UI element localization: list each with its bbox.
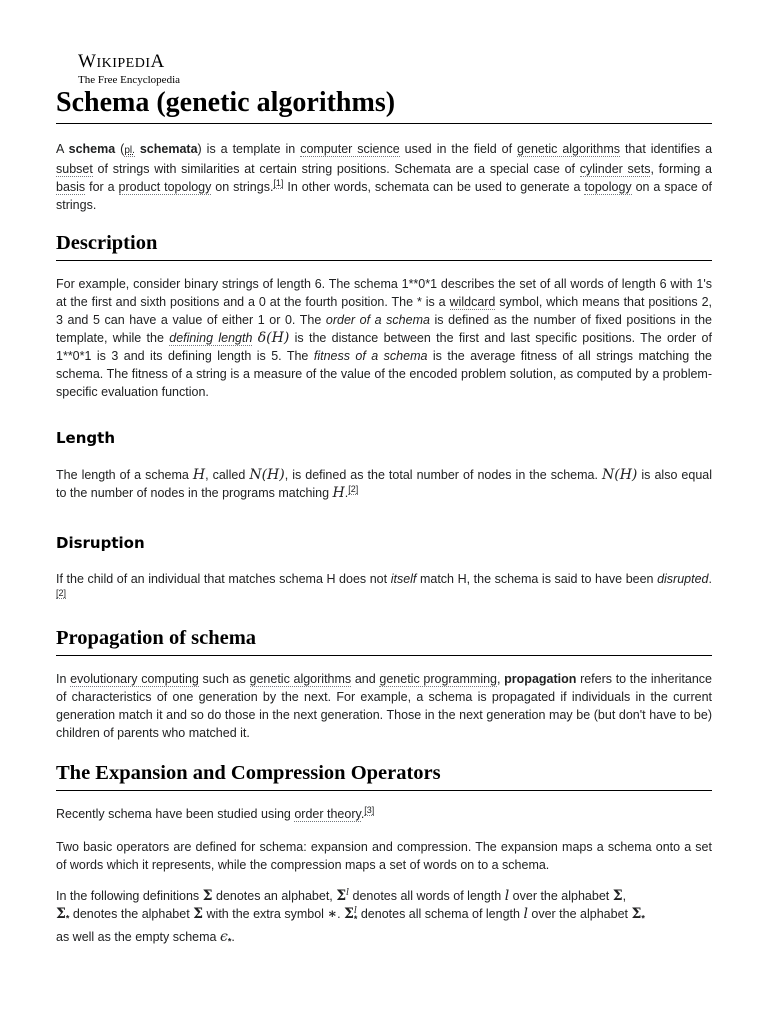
operators-paragraph-3: In the following definitions Σ denotes an alphabet, $\Sigma^l$ denotes all words of length l over the alphabet Σ, $\Sigma_*$ denotes the alphabet Σ with the extra symbol ∗. $\Sigma^l_*$ denotes all schema of length l over the alphabet $\Sigma_*$ as well as the empty schema $\epsilon_*$. xyxy=(56,887,645,946)
heading-length: Length xyxy=(56,429,115,447)
operators-p3 xyxy=(56,887,712,950)
heading-disruption: Disruption xyxy=(56,534,145,552)
link-basis[interactable]: basis xyxy=(56,180,86,194)
link-topology[interactable]: topology xyxy=(584,180,632,194)
link-computer-science[interactable]: computer science xyxy=(300,142,400,156)
link-genetic-algorithms-2[interactable]: genetic algorithms xyxy=(249,672,352,686)
propagation-body xyxy=(56,670,712,742)
disruption-section xyxy=(56,533,712,553)
math-n-h-2: N(H) xyxy=(601,467,638,483)
link-order-theory[interactable]: order theory xyxy=(294,807,361,821)
operators-p2 xyxy=(56,838,712,874)
link-genetic-algorithms[interactable]: genetic algorithms xyxy=(517,142,620,156)
heading-description: Description xyxy=(56,230,712,261)
math-h-2: H xyxy=(332,485,345,501)
link-evolutionary-computing[interactable]: evolutionary computing xyxy=(70,672,199,686)
length-section xyxy=(56,428,712,448)
wikipedia-wordmark: WIKIPEDIA xyxy=(78,51,165,72)
disruption-paragraph: If the child of an individual that matches schema H does not itself match H, the schema is said to have been disrupted.[2] xyxy=(56,572,712,598)
link-genetic-programming[interactable]: genetic programming xyxy=(379,672,498,686)
citation-3[interactable]: [3] xyxy=(364,804,375,815)
propagation-paragraph: In evolutionary computing such as genetic algorithms and genetic programming, propagation refers to the inheritance of characteristics of one generation by the next. For example, a schema is propagated if individuals in the current generation match it and so do those in the next generation. Those in the next generation may be (but don't have to be) children of parents who matched it. xyxy=(56,672,713,740)
disruption-body xyxy=(56,570,712,606)
operators-p1 xyxy=(56,805,712,823)
description-section xyxy=(56,230,712,261)
heading-propagation: Propagation of schema xyxy=(56,625,712,656)
link-cylinder-sets[interactable]: cylinder sets xyxy=(579,162,651,176)
citation-2b[interactable]: [2] xyxy=(56,587,67,598)
page-title: Schema (genetic algorithms) xyxy=(56,86,712,124)
link-product-topology[interactable]: product topology xyxy=(118,180,212,194)
math-h: H xyxy=(192,467,206,483)
length-body xyxy=(56,466,712,502)
link-defining-length[interactable]: defining length xyxy=(169,331,253,345)
description-body xyxy=(56,275,712,401)
math-delta-h: δ(H) xyxy=(257,330,290,346)
citation-1[interactable]: [1] xyxy=(273,177,284,188)
link-wildcard[interactable]: wildcard xyxy=(449,295,496,309)
wikipedia-logo[interactable] xyxy=(78,52,180,86)
intro-section xyxy=(56,140,712,214)
operators-paragraph-2: Two basic operators are defined for schema: expansion and compression. The expansion maps a schema onto a set of words which it represents, while the compression maps a set of words on to a schema. xyxy=(56,840,712,872)
heading-operators: The Expansion and Compression Operators xyxy=(56,760,712,791)
propagation-section xyxy=(56,625,712,656)
intro-paragraph: A schema (pl. schemata) is a template in computer science used in the field of genetic algorithms that identifies a subset of strings with similarities at certain string positions. Schemata are a special case of cylinder sets, forming a basis for a product topology on strings.[1] In other words, schemata can be used to generate a topology on a space of strings. xyxy=(56,142,713,212)
citation-2[interactable]: [2] xyxy=(348,483,359,494)
math-n-h: N(H) xyxy=(249,467,285,483)
operators-section xyxy=(56,760,712,791)
operators-paragraph-1: Recently schema have been studied using order theory.[3] xyxy=(56,804,375,821)
wikipedia-tagline: The Free Encyclopedia xyxy=(78,74,181,86)
plural-abbr-link[interactable]: pl. xyxy=(124,145,135,156)
link-subset[interactable]: subset xyxy=(56,162,93,176)
length-paragraph: The length of a schema H, called N(H), is defined as the total number of nodes in the schema. N(H) is also equal to the number of nodes in the programs matching H.[2] xyxy=(56,467,713,501)
description-paragraph: For example, consider binary strings of length 6. The schema 1**0*1 describes the set of all words of length 6 with 1's at the first and sixth positions and a 0 at the fourth position. The * is a wildcard symbol, which means that positions 2, 3 and 5 can have a value of either 1 or 0. The order of a schema is defined as the number of fixed positions in the template, while the defining length δ(H) is the distance between the first and last specific positions. The order of 1**0*1 is 3 and its defining length is 5. The fitness of a schema is the average fitness of all strings matching the schema. The fitness of a string is a measure of the value of the encoded problem solution, as computed by a problem-specific evaluation function. xyxy=(56,277,712,399)
